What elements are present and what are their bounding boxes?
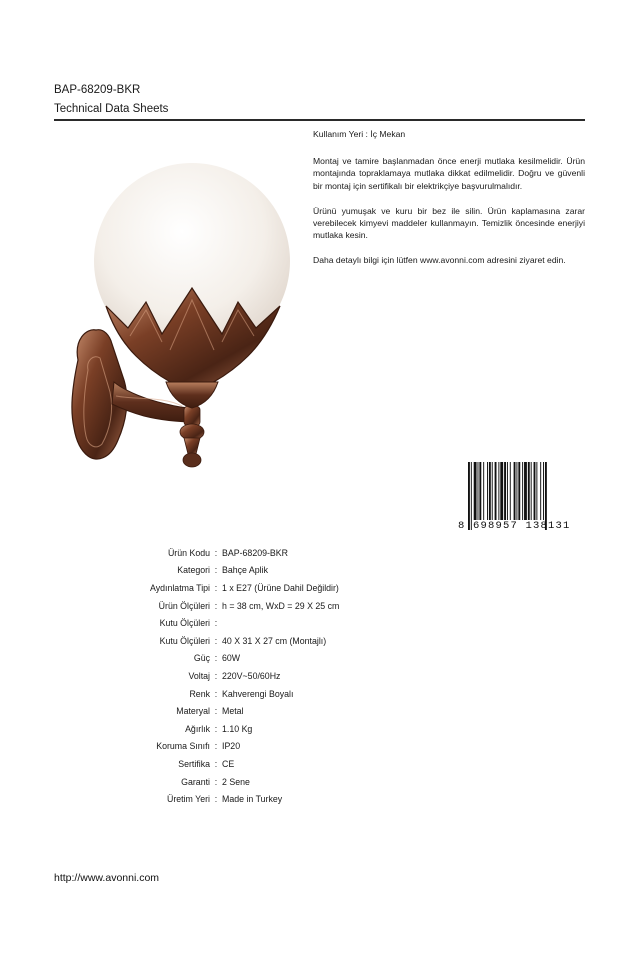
spec-value: BAP-68209-BKR [222, 547, 289, 558]
spec-value: 40 X 31 X 27 cm (Montajlı) [222, 635, 327, 646]
product-code-heading: BAP-68209-BKR [54, 84, 141, 96]
spec-label: Koruma Sınıfı [156, 741, 210, 752]
spec-separator: : [214, 582, 218, 593]
barcode-number: 8 698957 138131 [458, 520, 571, 532]
website-link[interactable]: http://www.avonni.com [54, 872, 160, 884]
spec-row [54, 702, 474, 720]
spec-label: Güç [193, 653, 210, 664]
usage-location-text: Kullanım Yeri : İç Mekan [313, 129, 406, 139]
spec-row [54, 614, 474, 632]
spec-separator: : [214, 723, 218, 734]
spec-label: Kategori [177, 565, 210, 576]
more-info-text: Daha detaylı bilgi için lütfen www.avonni.com adresini ziyaret edin. [313, 255, 566, 266]
spec-row [54, 790, 474, 808]
header-divider [54, 119, 585, 121]
spec-row [54, 579, 474, 597]
spec-label: Kutu Ölçüleri [159, 618, 210, 629]
spec-label: Sertifika [178, 758, 210, 769]
spec-label: Kutu Ölçüleri [159, 635, 210, 646]
spec-separator: : [214, 653, 218, 664]
spec-value: 1 x E27 (Ürüne Dahil Değildir) [222, 582, 339, 593]
spec-value: CE [222, 758, 235, 769]
spec-separator: : [214, 794, 218, 805]
spec-separator: : [214, 688, 218, 699]
spec-separator: : [214, 600, 218, 611]
usage-info-block [313, 128, 585, 280]
spec-value: 60W [222, 653, 241, 664]
spec-separator: : [214, 547, 218, 558]
spec-row [54, 632, 474, 650]
spec-separator: : [214, 565, 218, 576]
spec-value: Metal [222, 706, 244, 717]
spec-row [54, 667, 474, 685]
spec-label: Voltaj [188, 670, 210, 681]
spec-row [54, 720, 474, 738]
spec-label: Materyal [176, 706, 210, 717]
spec-label: Renk [189, 688, 210, 699]
globe-wall-lamp-image [66, 160, 296, 475]
spec-value: Bahçe Aplik [222, 565, 268, 576]
spec-value: Made in Turkey [222, 794, 283, 805]
spec-row [54, 755, 474, 773]
spec-value: 220V~50/60Hz [222, 670, 281, 681]
spec-separator: : [214, 706, 218, 717]
document-subtitle: Technical Data Sheets [54, 103, 169, 115]
spec-label: Ürün Ölçüleri [158, 600, 210, 611]
spec-separator: : [214, 670, 218, 681]
spec-label: Ağırlık [185, 723, 210, 734]
spec-label: Ürün Kodu [167, 547, 210, 558]
spec-label: Garanti [181, 776, 210, 787]
spec-label: Aydınlatma Tipi [150, 582, 210, 593]
spec-row [54, 650, 474, 668]
spec-separator: : [214, 635, 218, 646]
spec-row [54, 685, 474, 703]
spec-row [54, 562, 474, 580]
spec-row [54, 738, 474, 756]
spec-value: IP20 [222, 741, 241, 752]
spec-separator: : [214, 776, 218, 787]
spec-row [54, 544, 474, 562]
spec-value: h = 38 cm, WxD = 29 X 25 cm [222, 600, 340, 611]
spec-separator: : [214, 618, 218, 629]
spec-row [54, 597, 474, 615]
installation-warning-text: Montaj ve tamire başlanmadan önce enerji mutlaka kesilmelidir. Ürün montajında topraklamaya mutlaka dikkat edilmelidir. Doğru ve güvenli bir montaj için sertifikalı bir elektrikçiye başvurulmalıdır. [313, 156, 585, 191]
spec-value: 2 Sene [222, 776, 250, 787]
spec-separator: : [214, 758, 218, 769]
spec-label: Üretim Yeri [166, 794, 210, 805]
spec-table [54, 544, 474, 808]
spec-separator: : [214, 741, 218, 752]
cleaning-instructions-text: Ürünü yumuşak ve kuru bir bez ile silin. Ürün kaplamasına zarar verebilecek kimyevi maddeler kullanmayın. Temizlik öncesinde enerjiyi mutlaka kesin. [313, 205, 585, 241]
spec-row [54, 773, 474, 791]
spec-value: Kahverengi Boyalı [222, 688, 294, 699]
spec-value: 1.10 Kg [222, 723, 253, 734]
